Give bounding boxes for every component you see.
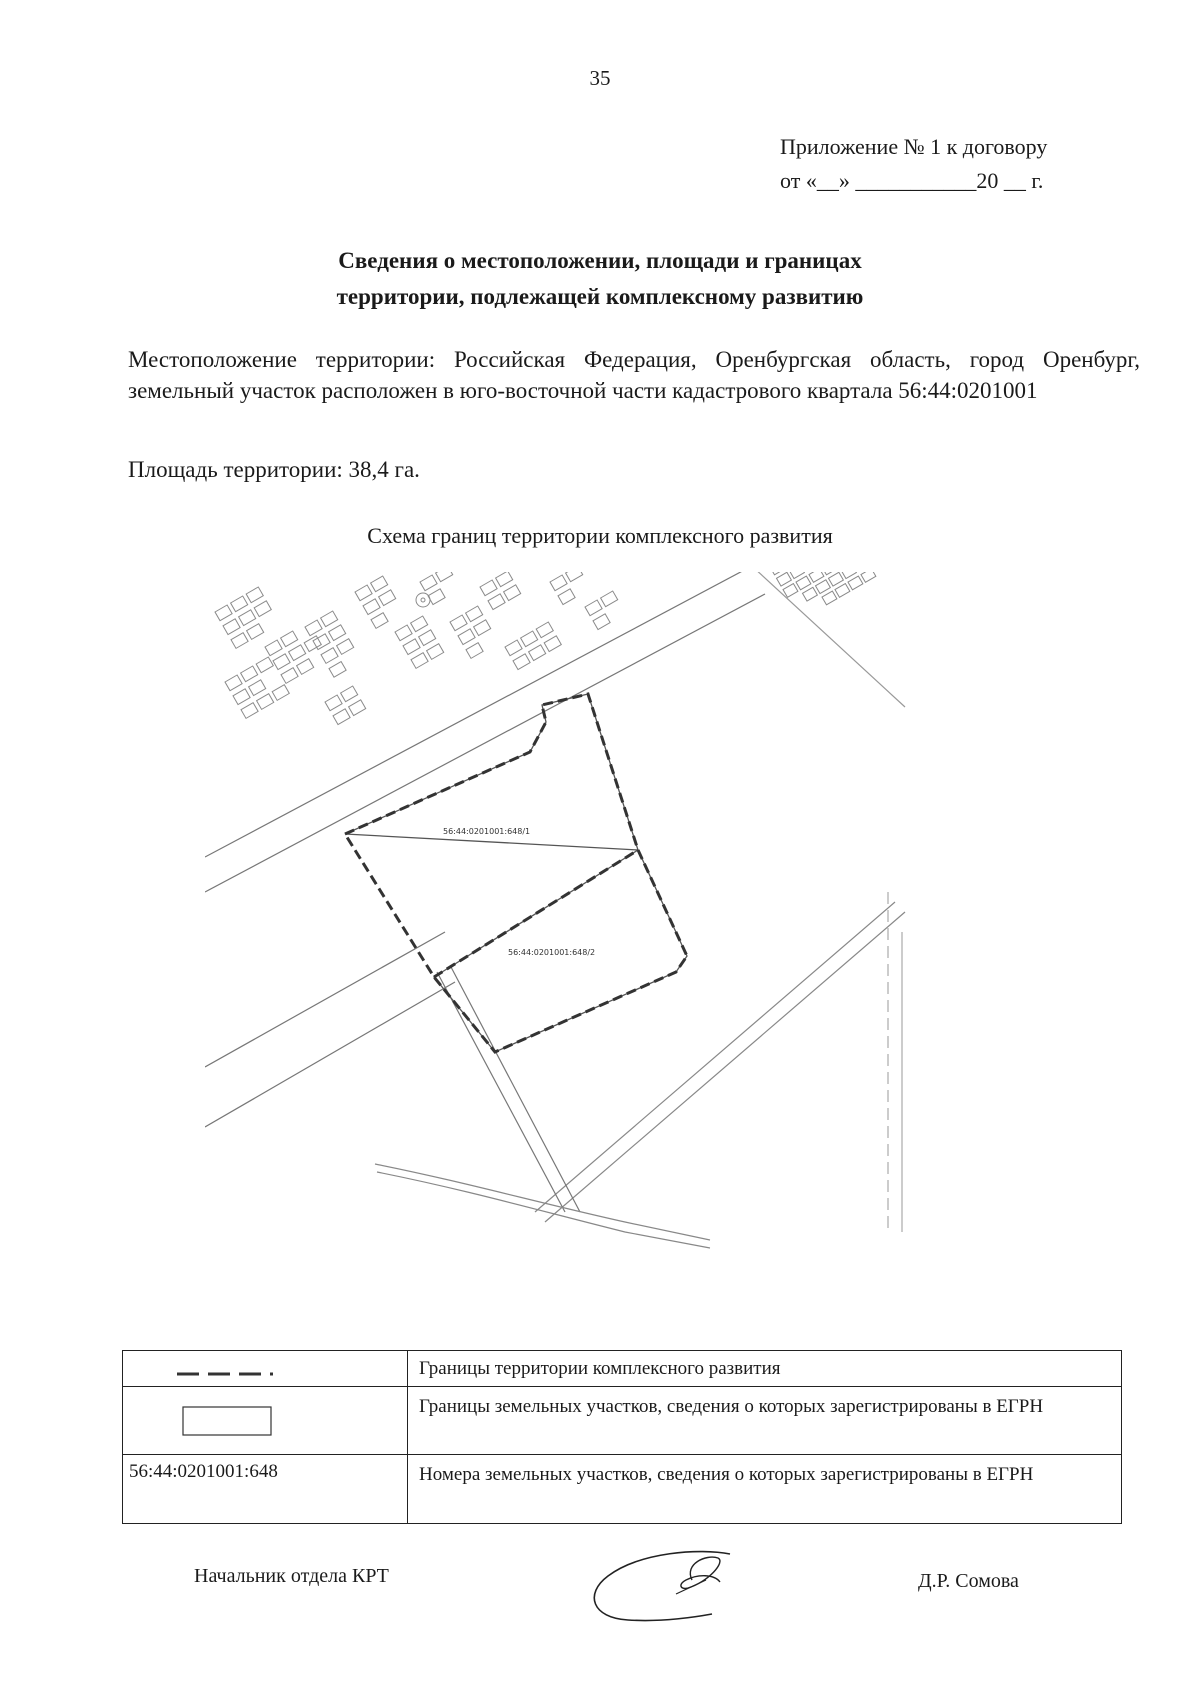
legend-table bbox=[122, 1350, 1122, 1524]
legend-symbol-rectangle bbox=[123, 1387, 408, 1454]
appendix-line-2: от «__» ___________20 __ г. bbox=[780, 168, 1044, 193]
legend-text-plot-numbers: Номера земельных участков, сведения о которых зарегистрированы в ЕГРН bbox=[419, 1464, 1034, 1485]
legend-row-territory-boundary bbox=[123, 1351, 1121, 1387]
legend-symbol-code bbox=[123, 1455, 408, 1523]
signatory-name: Д.Р. Сомова bbox=[918, 1570, 1019, 1592]
document-title bbox=[0, 243, 1200, 315]
legend-symbol-dashed-line bbox=[123, 1351, 408, 1386]
appendix-line-1: Приложение № 1 к договору bbox=[780, 134, 1048, 159]
territory-area: Площадь территории: 38,4 га. bbox=[128, 457, 420, 482]
location-description: Местоположение территории: Российская Федерация, Оренбургская область, город Оренбург, земельный участок расположен в юго-восточной части кадастрового квартала 56:44:0201001 bbox=[128, 347, 1140, 403]
legend-text-territory-boundary: Границы территории комплексного развития bbox=[419, 1358, 781, 1379]
handwritten-signature bbox=[580, 1540, 760, 1630]
plot-label-2: 56:44:0201001:648/2 bbox=[508, 948, 596, 957]
legend-row-plot-boundary bbox=[123, 1387, 1121, 1455]
legend-text-plot-boundary: Границы земельных участков, сведения о которых зарегистрированы в ЕГРН bbox=[419, 1396, 1044, 1417]
signatory-position: Начальник отдела КРТ bbox=[194, 1565, 389, 1587]
document-title-line-2: территории, подлежащей комплексному развитию bbox=[336, 284, 864, 309]
legend-plot-code: 56:44:0201001:648 bbox=[129, 1461, 278, 1482]
appendix-header bbox=[780, 130, 1140, 198]
legend-row-plot-numbers bbox=[123, 1455, 1121, 1523]
boundary-scheme-map bbox=[205, 572, 990, 1332]
document-title-line-1: Сведения о местоположении, площади и границах bbox=[338, 248, 862, 273]
plot-label-1: 56:44:0201001:648/1 bbox=[443, 827, 531, 836]
page-number: 35 bbox=[589, 66, 611, 90]
scheme-caption: Схема границ территории комплексного развития bbox=[367, 523, 833, 548]
